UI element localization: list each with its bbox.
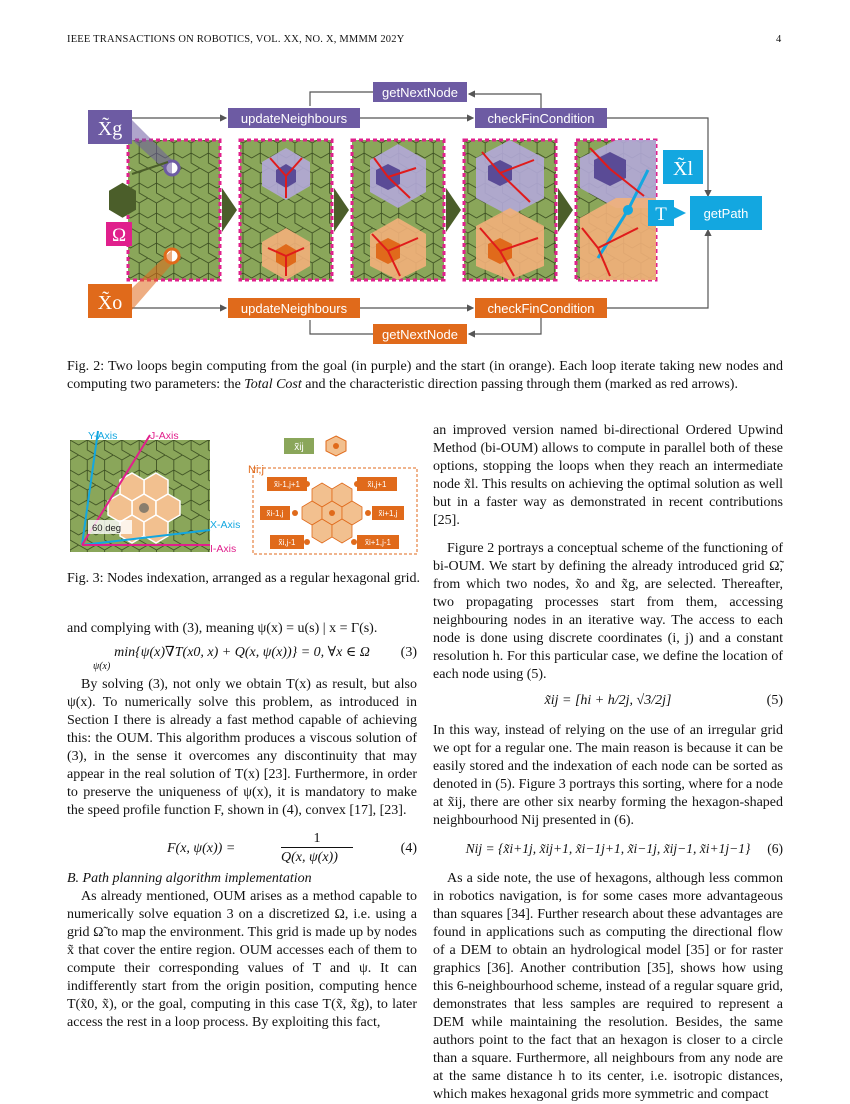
bottom-update-label: updateNeighbours (240, 301, 348, 316)
left-p0: and complying with (3), meaning ψ(x) = u(s) | x = Γ(s). (67, 621, 378, 636)
i-axis-label: I-Axis (210, 543, 237, 555)
right-column (433, 422, 783, 1104)
figure-3-caption: Fig. 3: Nodes indexation, arranged as a regular hexagonal grid. (67, 571, 421, 586)
figure-2-caption (67, 358, 783, 394)
xo-label: X̃o (97, 292, 123, 314)
eq3-body: min{ψ(x)∇T(x0, x) + Q(x, ψ(x))} = 0, ∀x ∈ Ω (114, 645, 370, 660)
grid-stage-1 (128, 140, 220, 280)
equation-6 (433, 840, 783, 866)
page-number: 4 (776, 34, 782, 45)
nij-label: Ni,j (248, 464, 264, 476)
eq6-body: Nij = {x̃i+1j, x̃ij+1, x̃i−1j+1, x̃i−1j, x̃ij−1, x̃i+1j−1} (465, 841, 751, 856)
stage-arrow-3 (446, 188, 461, 232)
y-axis-label: Y-Axis (88, 430, 118, 442)
t-label: T (655, 204, 667, 225)
left-p1: By solving (3), not only we obtain T(x) as result, but also ψ(x). To numerically solve this problem, as introduced in Section I there is already a fast method capable of achieving this: the OUM. This algorithm produces a viscous solution of (3), in the sense it overcomes any discontinuity that may appear in the real solution of T(x) [23]. Furthermore, in order to preserve the uniqueness of ψ(x), it is mandatory to make the speed profile function F, shown in (4), convex [17], [23]. (67, 677, 417, 818)
right-p2: Figure 2 portrays a conceptual scheme of the functioning of bi-OUM. We start by defining the already introduced grid Ω̃, from which two nodes, x̃o and x̃g, are selected. Thereafter, two propagating processes start from them, accessing neighbouring nodes in an iterative way. The access to each node is done using discrete coordinates (i, j) and a constant resolution h. For this particular case, we define the location of each node using (5). (433, 541, 783, 682)
left-column (67, 620, 417, 1032)
figure-3 (70, 425, 420, 560)
xg-label: X̃g (97, 118, 123, 140)
n-label-5: x̃i+1,j-1 (364, 538, 392, 547)
n-label-3: x̃i+1,j (378, 509, 398, 518)
stage-arrow-1 (222, 188, 237, 232)
intermediate-node (623, 205, 633, 215)
angle-label: 60 deg (92, 523, 122, 534)
omega-tilde-label: Ω̃ (110, 166, 126, 187)
eq4-number: (4) (400, 841, 417, 856)
figure-2 (70, 78, 782, 346)
eq3-sub: ψ(x) (93, 661, 111, 672)
caption2-suffix: and the characteristic direction passing through them (marked as red arrows). (301, 377, 738, 392)
caption2-italic: Total Cost (244, 377, 302, 392)
get-path-label: getPath (703, 206, 749, 221)
n-label-1: x̃i,j+1 (367, 480, 387, 489)
grid-stage-3 (352, 140, 444, 280)
x-axis-label: X-Axis (210, 519, 241, 531)
right-p1: an improved version named bi-directional Ordered Upwind Method (bi-OUM) allows to compute in parallel both of these options, stopping the loops when they reach an intermediate node x̃l. This results on achieving the optimal solution as well but in a faster way as demonstrated in recent contributions [25]. (433, 423, 783, 528)
caption2-prefix: Fig. 2: Two loops begin computing from the goal (in purple) and the start (in orange). Each loop iterate taking new nodes and computing two parameters: the (67, 359, 783, 392)
running-header: IEEE TRANSACTIONS ON ROBOTICS, VOL. XX, NO. X, MMMM 202Y (67, 34, 405, 45)
equation-3 (67, 644, 417, 674)
right-p4: As a side note, the use of hexagons, although less common in robotics navigation, is for some cases more advantageous than squares [34]. Further research about these advantages are found in applications such as computing the directional flow of a DEM to obtain an hydrological model [35] or for raster graphics [36]. Another contribution [35], shows how using this 6-neighbourhood scheme, instead of a regular square grid, demonstrates that less samples are required to represent a DEM while maintaining the resolution. Besides, the same authors point to the fact that an hexagon is closer to a circle than a square. Furthermore, all neighbours from any node are at the same distance h to its center, i.e. isotropic distances, which makes hexagonal grids more symmetric and compact (433, 871, 783, 1102)
stage-arrow-2 (334, 188, 349, 232)
stage-arrow-4 (558, 188, 573, 232)
eq3-number: (3) (400, 645, 417, 660)
eq5-number: (5) (766, 693, 783, 708)
j-axis-label: J-Axis (150, 430, 179, 442)
eq4-lhs: F(x, ψ(x)) = (167, 841, 236, 856)
grid-stage-4 (464, 140, 556, 280)
bottom-check-label: checkFinCondition (487, 301, 595, 316)
top-get-next-node-label: getNextNode (382, 85, 458, 100)
n-label-2: x̃i-1,j (266, 509, 284, 518)
left-p2: As already mentioned, OUM arises as a method capable to numerically solve equation 3 on a discretized Ω, i.e. using a grid Ω̃ to map the environment. This grid is made up by nodes x̃ that cover the entire region. OUM accesses each of them to compute their corresponding values of T and ψ. It can indifferently start from the origin position, computing hence T(x̃0, x̃), or the goal, computing in this case T(x̃, x̃g), to later access the rest in a loop process. By exploiting this fact, (67, 889, 417, 1030)
top-update-label: updateNeighbours (240, 111, 348, 126)
omega-label: Ω (111, 225, 127, 246)
eq4-denominator: Q(x, ψ(x)) (281, 850, 338, 865)
top-check-label: checkFinCondition (487, 111, 595, 126)
section-heading: B. Path planning algorithm implementation (67, 871, 312, 886)
eq5-body: x̃ij = [hi + h/2j, √3/2j] (544, 693, 672, 708)
equation-5 (433, 692, 783, 718)
equation-4 (67, 830, 417, 870)
eq4-numerator: 1 (313, 831, 321, 846)
bottom-get-next-node-label: getNextNode (382, 327, 458, 342)
xl-label: X̃l (673, 158, 693, 180)
grid-stage-5 (576, 140, 656, 280)
right-p3: In this way, instead of relying on the use of an irregular grid we opt for a regular one. The main reason is because it can be easily stored and the indexation of each node can be sorted as denoted in (5). Figure 3 portrays this sorting, where for a node at x̃ij, there are other six nearby forming the hexagon-shaped neighbourhood Nij presented in (6). (433, 723, 783, 828)
n-label-0: x̃i-1,j+1 (273, 480, 301, 489)
xij-label: x̃ij (294, 442, 304, 453)
eq6-number: (6) (767, 841, 783, 856)
n-label-4: x̃i,j-1 (278, 538, 296, 547)
